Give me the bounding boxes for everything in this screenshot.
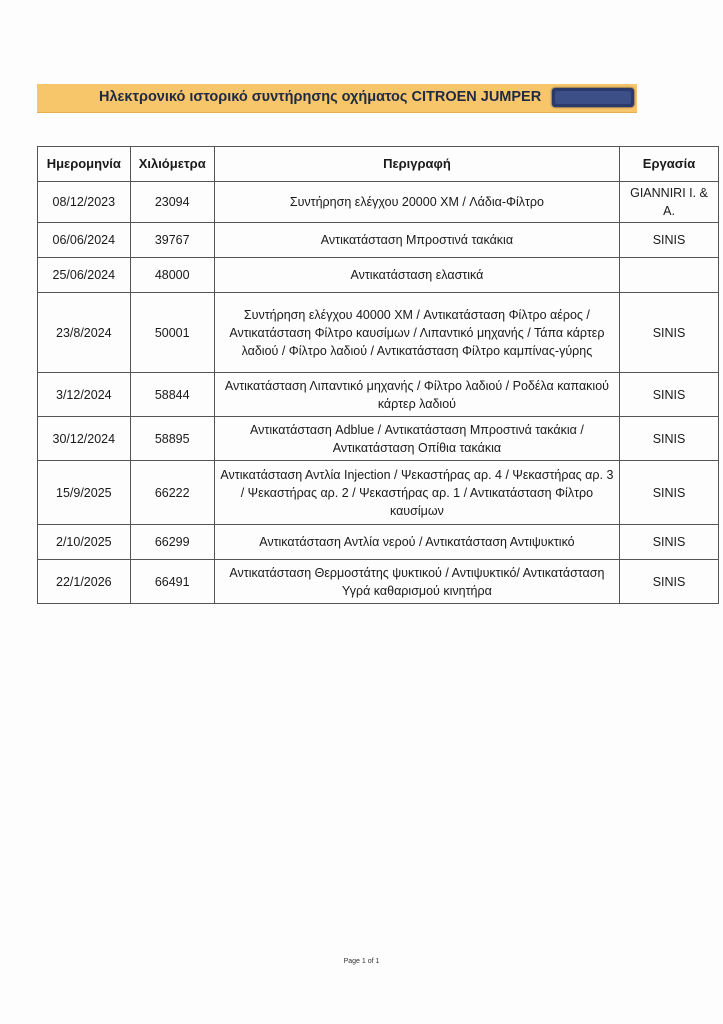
cell-description: Αντικατάσταση Μπροστινά τακάκια bbox=[214, 223, 619, 258]
cell-km: 66299 bbox=[130, 525, 214, 560]
cell-km: 23094 bbox=[130, 182, 214, 223]
cell-date: 3/12/2024 bbox=[38, 373, 131, 417]
table-row bbox=[38, 560, 719, 604]
table-row bbox=[38, 293, 719, 373]
cell-date: 08/12/2023 bbox=[38, 182, 131, 223]
cell-date: 2/10/2025 bbox=[38, 525, 131, 560]
cell-work bbox=[620, 258, 719, 293]
table-row bbox=[38, 525, 719, 560]
cell-km: 58895 bbox=[130, 417, 214, 461]
cell-work: SINIS bbox=[620, 373, 719, 417]
cell-date: 23/8/2024 bbox=[38, 293, 131, 373]
cell-description: Αντικατάσταση Θερμοστάτης ψυκτικού / Αντιψυκτικό/ Αντικατάσταση Υγρά καθαρισμού κινητήρα bbox=[214, 560, 619, 604]
cell-km: 58844 bbox=[130, 373, 214, 417]
cell-description: Αντικατάσταση Αντλία νερού / Αντικατάσταση Αντιψυκτικό bbox=[214, 525, 619, 560]
cell-description: Συντήρηση ελέγχου 20000 XM / Λάδια-Φίλτρο bbox=[214, 182, 619, 223]
table-row bbox=[38, 417, 719, 461]
table-row bbox=[38, 258, 719, 293]
cell-date: 30/12/2024 bbox=[38, 417, 131, 461]
page-footer: Page 1 of 1 bbox=[343, 958, 380, 965]
redacted-plate bbox=[552, 88, 634, 107]
table-row bbox=[38, 461, 719, 525]
cell-work: GIANNIRI I. & A. bbox=[620, 182, 719, 223]
header-description: Περιγραφή bbox=[214, 147, 619, 182]
cell-km: 48000 bbox=[130, 258, 214, 293]
document-title: Ηλεκτρονικό ιστορικό συντήρησης οχήματος CITROEN JUMPER bbox=[99, 89, 542, 105]
title-banner bbox=[37, 84, 637, 113]
cell-km: 66222 bbox=[130, 461, 214, 525]
cell-description: Αντικατάσταση Αντλία Injection / Ψεκαστήρας αρ. 4 / Ψεκαστήρας αρ. 3 / Ψεκαστήρας αρ. 2 / Ψεκαστήρας αρ. 1 / Αντικατάσταση Φίλτρο καυσίμων bbox=[214, 461, 619, 525]
cell-km: 66491 bbox=[130, 560, 214, 604]
cell-work: SINIS bbox=[620, 417, 719, 461]
cell-work: SINIS bbox=[620, 223, 719, 258]
header-date: Ημερομηνία bbox=[38, 147, 131, 182]
cell-date: 15/9/2025 bbox=[38, 461, 131, 525]
cell-work: SINIS bbox=[620, 293, 719, 373]
table-row bbox=[38, 373, 719, 417]
header-km: Χιλιόμετρα bbox=[130, 147, 214, 182]
cell-description: Αντικατάσταση Adblue / Αντικατάσταση Μπροστινά τακάκια / Αντικατάσταση Οπίθια τακάκια bbox=[214, 417, 619, 461]
cell-date: 06/06/2024 bbox=[38, 223, 131, 258]
cell-work: SINIS bbox=[620, 560, 719, 604]
cell-date: 25/06/2024 bbox=[38, 258, 131, 293]
header-work: Εργασία bbox=[620, 147, 719, 182]
cell-km: 39767 bbox=[130, 223, 214, 258]
cell-work: SINIS bbox=[620, 525, 719, 560]
maintenance-table bbox=[37, 146, 719, 604]
table-row bbox=[38, 223, 719, 258]
table-header-row bbox=[38, 147, 719, 182]
cell-description: Αντικατάσταση Λιπαντικό μηχανής / Φίλτρο λαδιού / Ροδέλα καπακιού κάρτερ λαδιού bbox=[214, 373, 619, 417]
cell-description: Συντήρηση ελέγχου 40000 XM / Αντικατάσταση Φίλτρο αέρος / Αντικατάσταση Φίλτρο καυσίμων / Λιπαντικό μηχανής / Τάπα κάρτερ λαδιού / Φίλτρο λαδιού / Αντικατάσταση Φίλτρο καμπίνας-γύρης bbox=[214, 293, 619, 373]
cell-description: Αντικατάσταση ελαστικά bbox=[214, 258, 619, 293]
cell-work: SINIS bbox=[620, 461, 719, 525]
cell-date: 22/1/2026 bbox=[38, 560, 131, 604]
table-row bbox=[38, 182, 719, 223]
cell-km: 50001 bbox=[130, 293, 214, 373]
